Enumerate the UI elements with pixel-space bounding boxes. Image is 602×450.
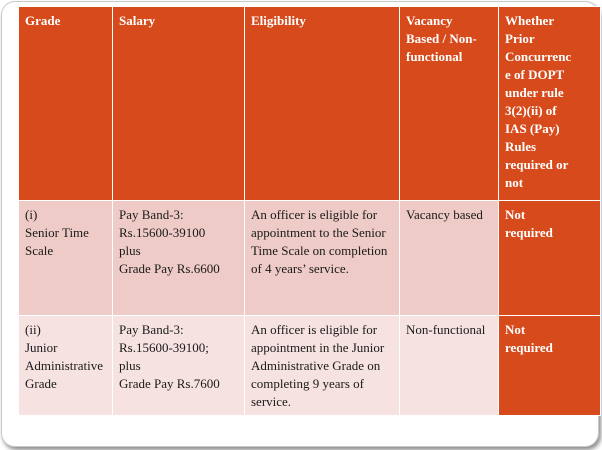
eligibility-cell: An officer is eligible for appointment in the Junior Administrative Grade on completing 9 years of service. [245, 316, 400, 416]
header-concurrence: Whether Prior Concurrenc e of DOPT under rule 3(2)(ii) of IAS (Pay) Rules required or not [499, 7, 601, 201]
pay-grade-table [18, 6, 601, 416]
salary-cell: Pay Band-3: Rs.15600-39100; plus Grade Pay Rs.7600 [113, 316, 245, 416]
header-grade: Grade [19, 7, 113, 201]
eligibility-cell: An officer is eligible for appointment to the Senior Time Scale on completion of 4 years’ service. [245, 201, 400, 316]
grade-cell: (ii) Junior Administrative Grade [19, 316, 113, 416]
concurrence-cell: Not required [499, 316, 601, 416]
header-vacancy: Vacancy Based / Non- functional [400, 7, 499, 201]
vacancy-cell: Vacancy based [400, 201, 499, 316]
table-row [19, 201, 601, 316]
salary-cell: Pay Band-3: Rs.15600-39100 plus Grade Pay Rs.6600 [113, 201, 245, 316]
header-salary: Salary [113, 7, 245, 201]
table-row [19, 316, 601, 416]
concurrence-cell: Not required [499, 201, 601, 316]
slide [1, 1, 599, 447]
table-header-row [19, 7, 601, 201]
grade-cell: (i) Senior Time Scale [19, 201, 113, 316]
header-eligibility: Eligibility [245, 7, 400, 201]
vacancy-cell: Non-functional [400, 316, 499, 416]
